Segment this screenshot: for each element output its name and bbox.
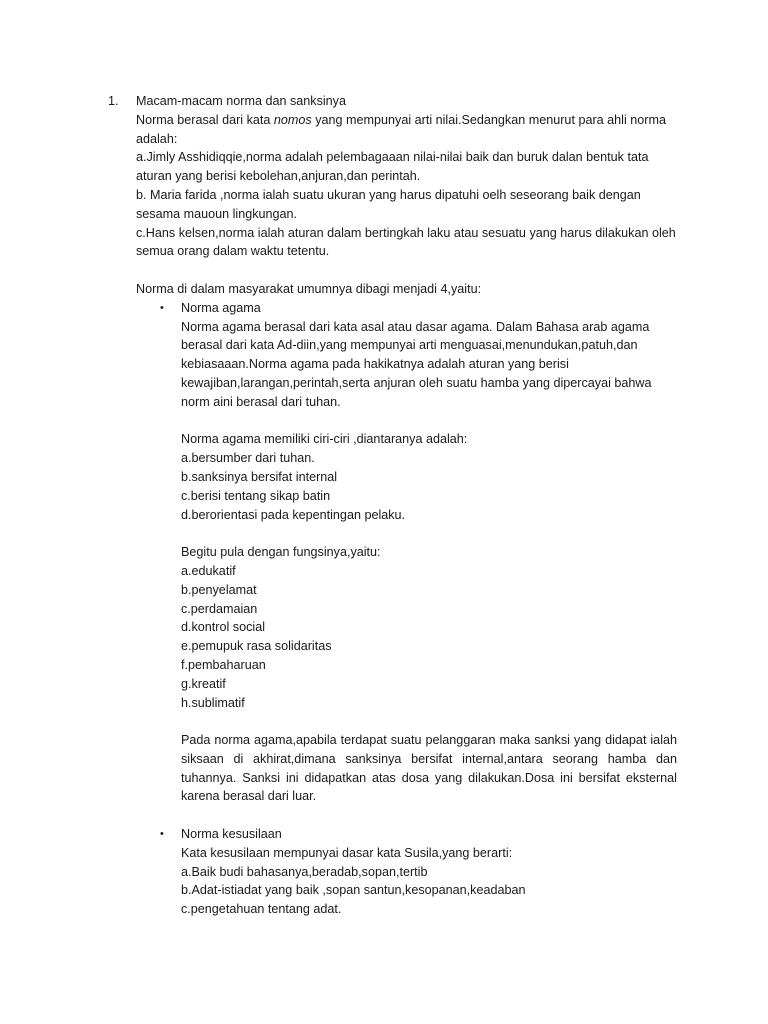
list-item: c.perdamaian <box>181 601 258 616</box>
list-item: a.Baik budi bahasanya,beradab,sopan,tertib <box>181 864 428 879</box>
list-item: a.edukatif <box>181 563 236 578</box>
list-item: d.kontrol social <box>181 620 265 635</box>
list-item: h.sublimatif <box>181 695 245 710</box>
list-item: g.kreatif <box>181 676 226 691</box>
paragraph-line: norm aini berasal dari tuhan. <box>181 394 341 409</box>
bullet-item-kesusilaan <box>0 825 768 844</box>
paragraph-line: kebiasaaan.Norma agama pada hakikatnya adalah aturan yang berisi <box>181 357 569 372</box>
paragraph-line: b. Maria farida ,norma ialah suatu ukuran yang harus dipatuhi oelh seseorang baik dengan <box>136 187 641 202</box>
list-item: a.bersumber dari tuhan. <box>181 451 315 466</box>
bullet-icon: • <box>160 301 164 314</box>
list-item: b.Adat-istiadat yang baik ,sopan santun,kesopanan,keadaban <box>181 883 526 898</box>
justified-line: Pada norma agama,apabila terdapat suatu pelanggaran maka sanksi yang didapat ialah <box>181 733 677 748</box>
list-item: d.berorientasi pada kepentingan pelaku. <box>181 507 406 522</box>
ciri-heading: Norma agama memiliki ciri-ciri ,diantaranya adalah: <box>181 432 468 447</box>
paragraph-line: Norma agama berasal dari kata asal atau dasar agama. Dalam Bahasa arab agama <box>181 319 650 334</box>
paragraph-line: c.Hans kelsen,norma ialah aturan dalam bertingkah laku atau sesuatu yang harus dilakukan oleh <box>136 225 676 240</box>
paragraph-line: adalah: <box>136 131 178 146</box>
fungsi-heading: Begitu pula dengan fungsinya,yaitu: <box>181 545 381 560</box>
paragraph-line: a.Jimly Asshidiqqie,norma adalah pelembagaaan nilai-nilai baik dan buruk dalan bentuk tata <box>136 150 649 165</box>
section-title: Macam-macam norma dan sanksinya <box>136 94 346 108</box>
list-item: c.berisi tentang sikap batin <box>181 488 331 503</box>
bullet-heading: Norma kesusilaan <box>181 827 282 842</box>
list-number: 1. <box>108 94 119 108</box>
bullet-item-agama <box>0 299 768 318</box>
bullet-heading: Norma agama <box>181 300 261 315</box>
italic-term: nomos <box>273 112 312 127</box>
paragraph-line: Kata kesusilaan mempunyai dasar kata Susila,yang berarti: <box>181 845 513 860</box>
paragraph-line: sesama mauoun lingkungan. <box>136 206 298 221</box>
paragraph-line: semua orang dalam waktu tetentu. <box>136 244 330 259</box>
intro-text: Norma berasal dari kata nomos yang mempunyai arti nilai.Sedangkan menurut para ahli norma <box>136 112 666 127</box>
paragraph-line: berasal dari kata Ad-diin,yang mempunyai arti menguasai,menundukan,patuh,dan <box>181 338 638 353</box>
list-item: f.pembaharuan <box>181 657 266 672</box>
section-title-line <box>0 92 768 111</box>
paragraph-line: aturan yang berisi kebolehan,anjuran,dan perintah. <box>136 169 421 184</box>
paragraph-line: kewajiban,larangan,perintah,serta anjuran oleh suatu hamba yang dipercayai bahwa <box>181 375 652 390</box>
list-item: b.sanksinya bersifat internal <box>181 469 338 484</box>
paragraph-line: karena berasal dari luar. <box>181 789 317 804</box>
justified-line: siksaan di akhirat,dimana sanksinya bersifat internal,antara seorang hamba dan <box>181 751 677 766</box>
list-item: c.pengetahuan tentang adat. <box>181 902 342 917</box>
list-item: e.pemupuk rasa solidaritas <box>181 639 332 654</box>
justified-line: tuhannya. Sanksi ini didapatkan atas dosa yang dilakukan.Dosa ini bersifat eksternal <box>181 770 677 785</box>
bullet-icon: • <box>160 828 164 841</box>
list-item: b.penyelamat <box>181 582 257 597</box>
document-body <box>0 92 768 919</box>
intro-line <box>0 111 768 130</box>
paragraph-line: Norma di dalam masyarakat umumnya dibagi menjadi 4,yaitu: <box>136 281 482 296</box>
